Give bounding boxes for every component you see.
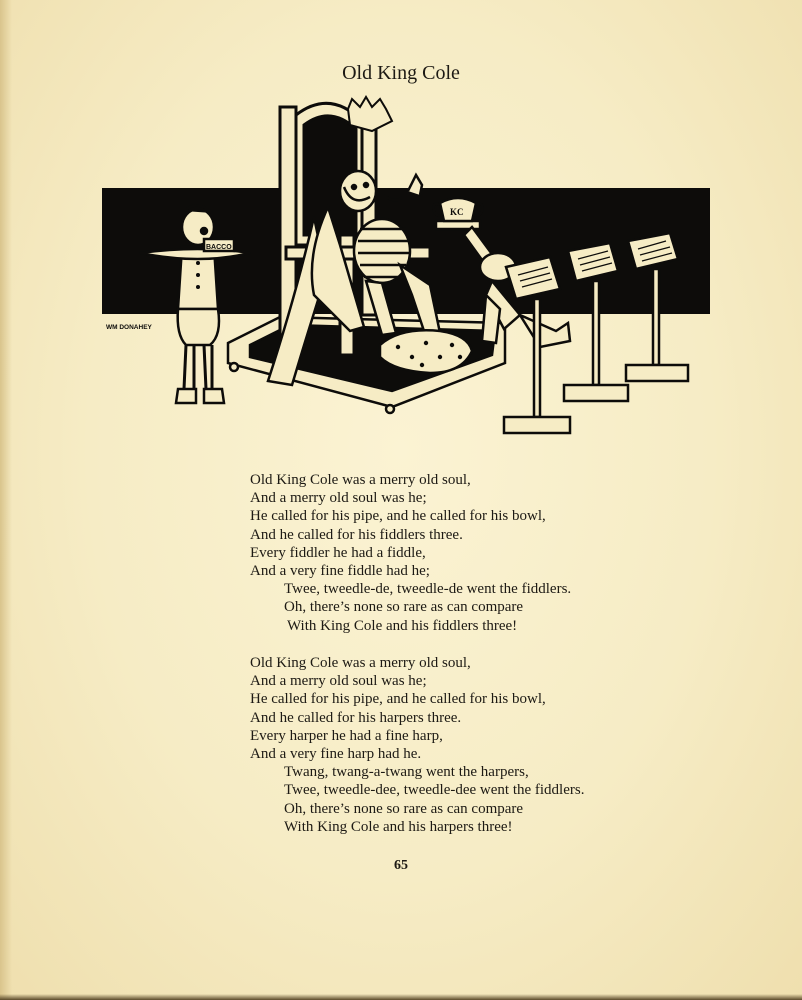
verse-line: And a merry old soul was he; <box>250 673 427 690</box>
artist-signature: WM DONAHEY <box>106 324 152 331</box>
verse-line: Twee, tweedle-dee, tweedle-dee went the fiddlers. <box>284 782 585 799</box>
verse-line: And he called for his fiddlers three. <box>250 526 463 543</box>
verse-line: And a very fine harp had he. <box>250 746 422 763</box>
verse-line: Old King Cole was a merry old soul, <box>250 655 471 671</box>
verse-line: Twang, twang-a-twang went the harpers, <box>284 764 529 781</box>
bowl-monogram: KC <box>450 207 464 217</box>
verse-line: Every harper he had a fine harp, <box>250 727 443 744</box>
tobacco-box-label: BACCO <box>206 244 232 251</box>
verse-line: Old King Cole was a merry old soul, <box>250 472 471 488</box>
verse-line: Every fiddler he had a fiddle, <box>250 544 426 561</box>
verse-line: And he called for his harpers three. <box>250 709 462 726</box>
crown <box>348 97 392 131</box>
page-edge-shadow <box>0 0 12 1000</box>
verse-line: With King Cole and his fiddlers three! <box>287 617 518 634</box>
verse-line: Oh, there’s none so rare as can compare <box>284 800 524 817</box>
pillow <box>380 330 472 373</box>
verse-line: Twee, tweedle-de, tweedle-de went the fiddlers. <box>284 581 572 598</box>
throne-platform <box>228 317 505 413</box>
page-title: Old King Cole <box>342 62 460 84</box>
verse-two <box>250 654 584 836</box>
verse-line: He called for his pipe, and he called for his bowl, <box>250 691 546 708</box>
verse-line: And a very fine fiddle had he; <box>250 563 430 580</box>
verse-one <box>250 471 571 635</box>
page-number: 65 <box>394 858 408 873</box>
verse-line: With King Cole and his harpers three! <box>284 818 513 835</box>
king-cole-illustration <box>100 95 712 445</box>
verse-line: And a merry old soul was he; <box>250 490 427 507</box>
page-edge-bottom <box>0 994 802 1000</box>
verse-line: Oh, there’s none so rare as can compare <box>284 599 524 616</box>
verse-line: He called for his pipe, and he called for his bowl, <box>250 508 546 525</box>
